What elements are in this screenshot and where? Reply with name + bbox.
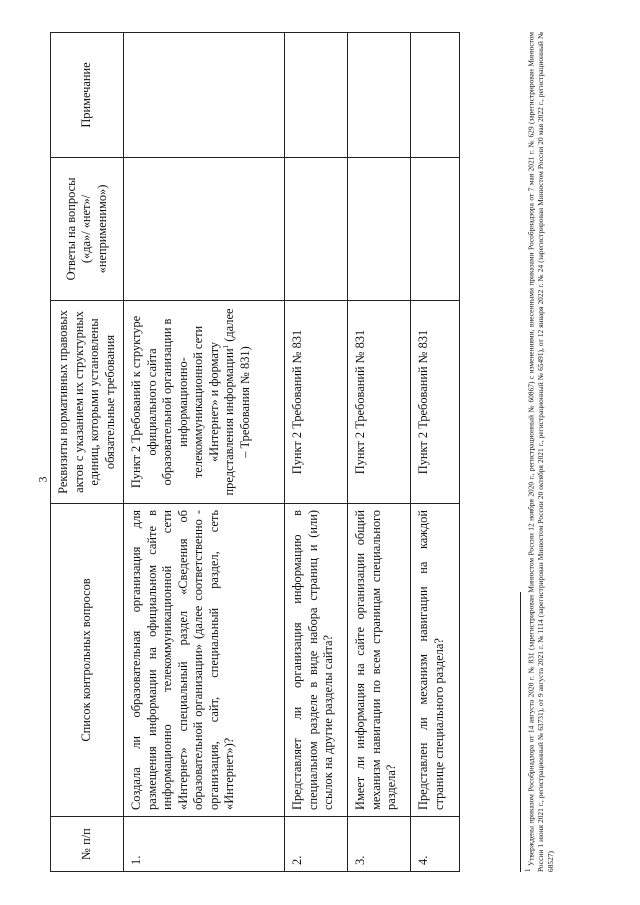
header-requisites: Реквизиты нормативных правовых актов с указанием их структурных единиц, которыми установлены обязательные требования — [51, 301, 124, 504]
row-number: 3. — [348, 817, 411, 872]
requisites-tail: (далее – Требования № 831) — [222, 308, 252, 458]
footnote-divider — [520, 592, 521, 872]
note-cell — [411, 33, 460, 158]
answer-cell — [285, 158, 348, 301]
rotated-landscape-content — [50, 32, 590, 872]
note-cell — [348, 33, 411, 158]
table-row — [348, 33, 411, 872]
answer-cell — [124, 158, 285, 301]
table-header-row — [51, 33, 124, 872]
question-text: Имеет ли информация на сайте организации общий механизм навигации по всем страницам специального раздела? — [348, 504, 411, 817]
footnote-reference: 1 — [222, 344, 230, 349]
table-row — [411, 33, 460, 872]
header-note: Примечание — [51, 33, 124, 158]
question-text: Представлен ли механизм навигации на каждой странице специального раздела? — [411, 504, 460, 817]
table-row — [124, 33, 285, 872]
requisites-text: Пункт 2 Требований № 831 — [411, 301, 460, 504]
page-number: 3 — [35, 476, 50, 483]
row-number: 4. — [411, 817, 460, 872]
footnote-text: Утверждены приказом Рособрнадзора от 14 августа 2020 г. № 831 (зарегистрирован Минюстом России 12 ноября 2020 г., регистрационный № 60867) с изменениями, внесенными приказами Рособрнадзора от 7 мая 2021 г. № 629 (зарегистрирован Минюстом России 1 июня 2021 г., регистрационный № 63731), от 9 августа 2021 г. № 1114 (зарегистрирован Минюстом России 20 октября 2021 г., регистрационный № 65491), от 12 января 2022 г. № 24 (зарегистрирован Минюстом России 20 мая 2022 г., регистрационный № 68527) — [526, 32, 556, 872]
control-questions-table — [50, 32, 460, 872]
row-number: 1. — [124, 817, 285, 872]
header-question: Список контрольных вопросов — [51, 504, 124, 817]
requisites-cell — [124, 301, 285, 504]
requisites-text: Пункт 2 Требований к структуре официального сайта образовательной организации в информационно-телекоммуникационной сети «Интернет» и формату представления информации — [129, 315, 237, 496]
footnote-mark: 1 — [524, 868, 532, 872]
footnote — [524, 32, 556, 872]
question-text: Создала ли образовательная организация для размещения информации на официальном сайте в информационно телекоммуникационной сети «Интернет» специальный раздел «Сведения об образовательной организации» (далее соответственно - организация, сайт, специальный раздел, сеть «Интернет»)? — [124, 504, 285, 817]
answer-cell — [348, 158, 411, 301]
answer-cell — [411, 158, 460, 301]
header-answers: Ответы на вопросы («да»/ «нет»/ «неприменимо») — [51, 158, 124, 301]
note-cell — [124, 33, 285, 158]
row-number: 2. — [285, 817, 348, 872]
question-text: Представляет ли организация информацию в специальном разделе в виде набора страниц и (или) ссылок на другие разделы сайта? — [285, 504, 348, 817]
requisites-text: Пункт 2 Требований № 831 — [348, 301, 411, 504]
table-row — [285, 33, 348, 872]
requisites-text: Пункт 2 Требований № 831 — [285, 301, 348, 504]
note-cell — [285, 33, 348, 158]
header-num: № п/п — [51, 817, 124, 872]
